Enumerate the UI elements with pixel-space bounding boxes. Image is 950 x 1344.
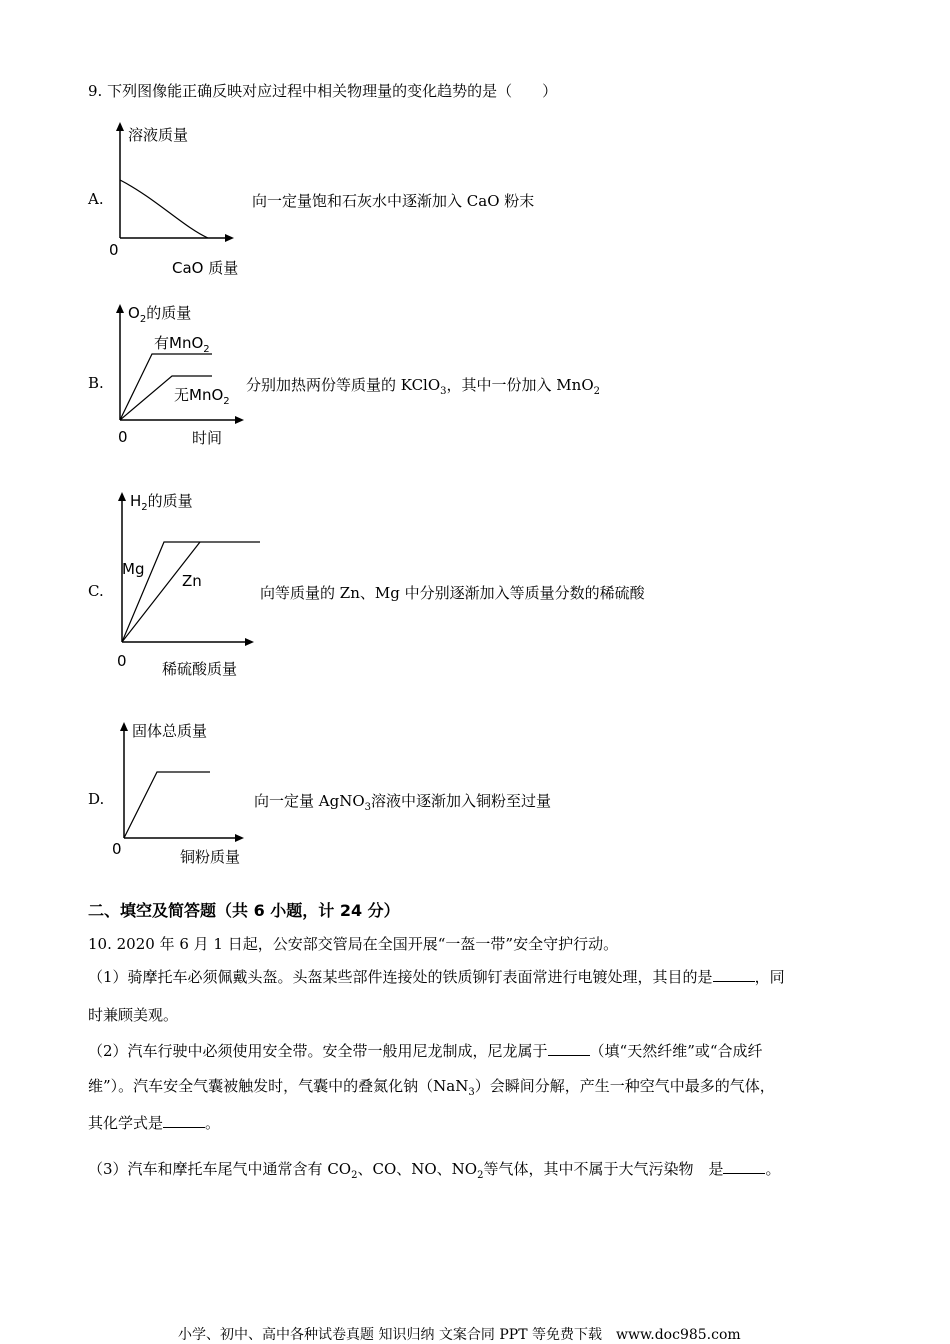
x-axis-arrow <box>225 234 234 242</box>
y-axis-arrow <box>116 304 124 313</box>
origin-label: 0 <box>109 241 119 259</box>
x-axis-arrow <box>235 834 244 842</box>
zn-line <box>122 542 200 642</box>
option-a-graph <box>100 118 260 283</box>
origin-label: 0 <box>117 652 127 670</box>
y-axis-arrow <box>116 122 124 131</box>
x-axis-label: 稀硫酸质量 <box>162 660 238 678</box>
footer-text: 小学、初中、高中各种试卷真题 知识归纳 文案合同 PPT 等免费下载 www.doc985.com <box>178 1327 741 1343</box>
option-b-graph <box>100 296 260 456</box>
option-a-description: 向一定量饱和石灰水中逐渐加入 CaO 粉末 <box>252 192 535 210</box>
curve-line <box>120 180 208 238</box>
option-c-graph <box>100 484 275 684</box>
question-9-stem: 9. 下列图像能正确反映对应过程中相关物理量的变化趋势的是（ ） <box>88 82 558 100</box>
origin-label: 0 <box>112 840 122 858</box>
solid-mass-line <box>124 772 210 838</box>
mg-label: Mg <box>122 560 145 578</box>
q10-part2-line2: 维”）。汽车安全气囊被触发时，气囊中的叠氮化钠（NaN$_3$）会瞬间分解，产生一种空气中最多的气体， <box>88 1077 775 1098</box>
option-c-description: 向等质量的 Zn、Mg 中分别逐渐加入等质量分数的稀硫酸 <box>260 584 645 602</box>
q10-part3-line1: （3）汽车和摩托车尾气中通常含有 $CO_2$、CO、NO、$NO_2$等气体，其中不属于大气污染物 是 。 <box>88 1160 781 1181</box>
y-axis-label: 固体总质量 <box>132 722 208 740</box>
option-b-letter: B. <box>88 374 104 392</box>
answer-blank-1[interactable] <box>713 967 755 982</box>
x-axis-label: CaO 质量 <box>172 259 239 277</box>
option-d-letter: D. <box>88 790 105 808</box>
question-10-stem: 10. 2020 年 6 月 1 日起，公安部交管局在全国开展“一盔一带”安全守护行动。 <box>88 935 619 953</box>
option-d-description: 向一定量 AgNO$_3$溶液中逐渐加入铜粉至过量 <box>254 792 552 813</box>
option-d-graph <box>100 714 260 870</box>
answer-blank-4[interactable] <box>723 1159 765 1174</box>
answer-blank-3[interactable] <box>163 1113 205 1128</box>
mg-line <box>122 542 260 642</box>
x-axis-arrow <box>235 416 244 424</box>
q10-part2-line1: （2）汽车行驶中必须使用安全带。安全带一般用尼龙制成，尼龙属于 （填“天然纤维”或“合成纤 <box>88 1042 763 1060</box>
x-axis-label: 时间 <box>192 429 223 447</box>
answer-blank-2[interactable] <box>548 1041 590 1056</box>
option-c-letter: C. <box>88 582 104 600</box>
q10-part1-line1: （1）骑摩托车必须佩戴头盔。头盔某些部件连接处的铁质铆钉表面常进行电镀处理，其目的是 ，同 <box>88 968 785 986</box>
x-axis-label: 铜粉质量 <box>180 848 241 866</box>
option-a-letter: A. <box>88 190 104 208</box>
q10-part1-line2: 时兼顾美观。 <box>88 1006 179 1024</box>
y-axis-label: $O_2$的质量 <box>128 304 192 325</box>
y-axis-arrow <box>118 492 126 501</box>
zn-label: Zn <box>182 572 202 590</box>
origin-label: 0 <box>118 428 128 446</box>
x-axis-arrow <box>245 638 254 646</box>
option-b-description: 分别加热两份等质量的 KClO$_3$，其中一份加入 MnO$_2$ <box>246 376 600 397</box>
y-axis-arrow <box>120 722 128 731</box>
q10-part2-line3: 其化学式是 。 <box>88 1114 221 1132</box>
section-title: 二、填空及简答题（共 6 小题，计 24 分） <box>88 901 400 920</box>
y-axis-label: $H_2$的质量 <box>130 492 193 513</box>
without-mno2-label: 无MnO$_2$ <box>174 386 230 407</box>
y-axis-label: 溶液质量 <box>128 126 189 144</box>
with-mno2-label: 有MnO$_2$ <box>154 334 210 355</box>
